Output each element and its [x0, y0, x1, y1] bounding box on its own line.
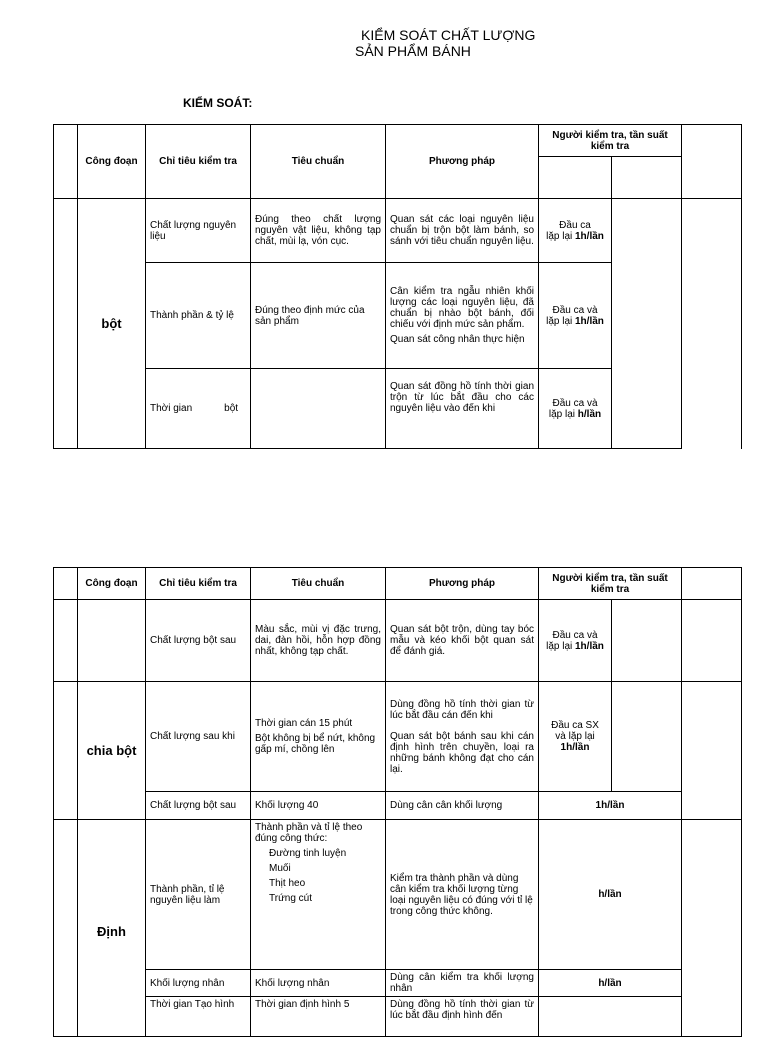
control-table-1 — [53, 124, 742, 449]
stage-name: bột — [78, 199, 146, 449]
method-paragraph: Quan sát công nhân thực hiện — [390, 334, 525, 345]
criteria-text: bột — [224, 403, 239, 414]
blank-cell — [682, 125, 742, 199]
criteria-cell: Thời gian Tạo hình — [146, 997, 251, 1037]
blank-cell — [682, 820, 742, 1037]
ingredient-item: Thịt heo — [269, 878, 306, 889]
frequency-value: 1h/lần — [575, 315, 604, 327]
blank-cell — [54, 125, 78, 199]
header-criteria: Chỉ tiêu kiểm tra — [146, 568, 251, 600]
frequency-line: Đầu ca — [559, 219, 591, 231]
frequency-cell — [539, 600, 612, 682]
ingredient-item: Đường tinh luyện — [269, 848, 347, 859]
frequency-cell — [539, 199, 612, 263]
frequency-line: và lặp lại — [555, 731, 595, 742]
section-label: KIỂM SOÁT: — [183, 96, 253, 110]
standard-paragraph: Thời gian cán 15 phút — [255, 718, 353, 729]
criteria-cell — [146, 369, 251, 449]
ingredient-item: Muối — [269, 863, 291, 874]
blank-cell — [539, 157, 612, 199]
blank-cell — [682, 568, 742, 600]
header-inspector: Người kiểm tra, tần suất kiểm tra — [539, 568, 682, 600]
header-method: Phương pháp — [386, 568, 539, 600]
criteria-cell: Chất lượng nguyên liệu — [146, 199, 251, 263]
blank-cell — [78, 600, 146, 682]
standard-intro: Thành phần và tỉ lệ theo đúng công thức: — [255, 822, 363, 844]
method-cell: Quan sát đồng hồ tính thời gian trộn từ lúc bắt đầu cho các nguyên liệu vào đến khi — [386, 369, 539, 449]
frequency-value: 1h/lần — [560, 742, 590, 753]
frequency-line: Đầu ca và — [552, 629, 598, 641]
header-criteria: Chỉ tiêu kiểm tra — [146, 125, 251, 199]
frequency-value: 1h/lần — [539, 792, 682, 820]
criteria-cell: Chất lượng sau khi — [146, 682, 251, 792]
header-method: Phương pháp — [386, 125, 539, 199]
standard-cell — [251, 369, 386, 449]
standard-cell: Khối lượng nhân — [251, 970, 386, 997]
method-cell: Quan sát bột trộn, dùng tay bóc mẫu và kéo khối bột quan sát để đánh giá. — [386, 600, 539, 682]
blank-cell — [612, 682, 682, 792]
method-cell: Dùng cân cân khối lượng — [386, 792, 539, 820]
frequency-value: 1h/lần — [575, 640, 604, 652]
method-cell: Dùng cân kiểm tra khối lượng nhân — [386, 970, 539, 997]
header-stage: Công đoạn — [78, 125, 146, 199]
blank-cell — [612, 600, 682, 682]
criteria-cell: Khối lượng nhân — [146, 970, 251, 997]
frequency-line — [543, 231, 607, 242]
blank-cell — [54, 199, 78, 449]
standard-cell: Đúng theo định mức của sản phẩm — [251, 263, 386, 369]
header-standard: Tiêu chuẩn — [251, 568, 386, 600]
header-standard: Tiêu chuẩn — [251, 125, 386, 199]
standard-cell: Đúng theo chất lượng nguyên vật liệu, không tạp chất, mùi lạ, vón cục. — [251, 199, 386, 263]
frequency-text: lặp lại — [548, 408, 578, 420]
criteria-cell: Chất lượng bột sau — [146, 792, 251, 820]
standard-cell — [251, 682, 386, 792]
criteria-text: Thời gian — [150, 403, 193, 414]
frequency-text: lặp lại — [546, 640, 575, 652]
criteria-cell: Thành phần, tỉ lệ nguyên liệu làm — [146, 820, 251, 970]
blank-cell — [682, 682, 742, 820]
frequency-value — [539, 997, 682, 1037]
method-paragraph: Dùng đồng hồ tính thời gian từ lúc bắt đầu cán đến khi — [390, 698, 534, 721]
frequency-line: Đầu ca và — [552, 304, 598, 316]
blank-cell — [612, 157, 682, 199]
method-cell: Dùng đồng hồ tính thời gian từ lúc bắt đầu định hình đến — [386, 997, 539, 1037]
method-paragraph: Cân kiểm tra ngẫu nhiên khối lượng các loại nguyên liệu, đã chuẩn bị nhào bột bánh, đối chiếu với định mức sản phẩm. — [390, 286, 534, 330]
control-table-2 — [53, 567, 742, 1037]
frequency-cell — [539, 263, 612, 369]
header-stage: Công đoạn — [78, 568, 146, 600]
frequency-value: h/lần — [577, 408, 602, 420]
standard-paragraph: Bột không bị bể nứt, không gấp mí, chồng lên — [255, 733, 376, 755]
method-cell: Quan sát các loại nguyên liệu chuẩn bị trộn bột làm bánh, so sánh với tiêu chuẩn nguyên liệu. — [386, 199, 539, 263]
method-cell — [386, 263, 539, 369]
frequency-text: lặp lại — [546, 315, 575, 327]
frequency-value: 1h/lần — [575, 230, 604, 242]
blank-cell — [612, 199, 682, 449]
frequency-text: lặp lại — [546, 230, 575, 242]
blank-cell — [682, 600, 742, 682]
standard-cell: Khối lượng 40 — [251, 792, 386, 820]
title-line-2: SẢN PHẨM BÁNH — [355, 43, 471, 59]
standard-cell: Thời gian định hình 5 — [251, 997, 386, 1037]
stage-name: chia bột — [78, 682, 146, 820]
ingredient-list — [255, 846, 381, 906]
title-line-1: KIỂM SOÁT CHẤT LƯỢNG — [361, 27, 536, 43]
frequency-cell — [539, 682, 612, 792]
frequency-value: h/lần — [539, 820, 682, 970]
criteria-cell: Chất lượng bột sau — [146, 600, 251, 682]
frequency-line: Đầu ca SX — [551, 720, 599, 731]
criteria-cell: Thành phần & tỷ lệ — [146, 263, 251, 369]
ingredient-item: Trứng cút — [269, 893, 313, 904]
blank-cell — [682, 199, 742, 449]
document-title — [355, 27, 535, 59]
frequency-line — [543, 409, 607, 420]
method-paragraph: Quan sát bột bánh sau khi cán định hình trên chuyền, loại ra những bánh không đạt cho cán lại. — [390, 730, 534, 775]
frequency-line: Đầu ca và — [552, 397, 598, 409]
frequency-cell — [539, 369, 612, 449]
frequency-line — [543, 641, 607, 652]
frequency-value: h/lần — [539, 970, 682, 997]
header-inspector: Người kiểm tra, tần suất kiểm tra — [539, 125, 682, 157]
frequency-line — [543, 316, 607, 327]
blank-cell — [54, 820, 78, 1037]
method-cell — [386, 682, 539, 792]
method-cell: Kiểm tra thành phần và dùng cân kiểm tra khối lượng từng loại nguyên liệu có đúng với tỉ lệ trong công thức không. — [386, 820, 539, 970]
blank-cell — [54, 682, 78, 820]
standard-cell — [251, 820, 386, 970]
blank-cell — [54, 600, 78, 682]
blank-cell — [54, 568, 78, 600]
stage-name: Định — [78, 820, 146, 1037]
standard-cell: Màu sắc, mùi vị đặc trưng, dai, đàn hồi, hỗn hợp đồng nhất, không tạp chất. — [251, 600, 386, 682]
